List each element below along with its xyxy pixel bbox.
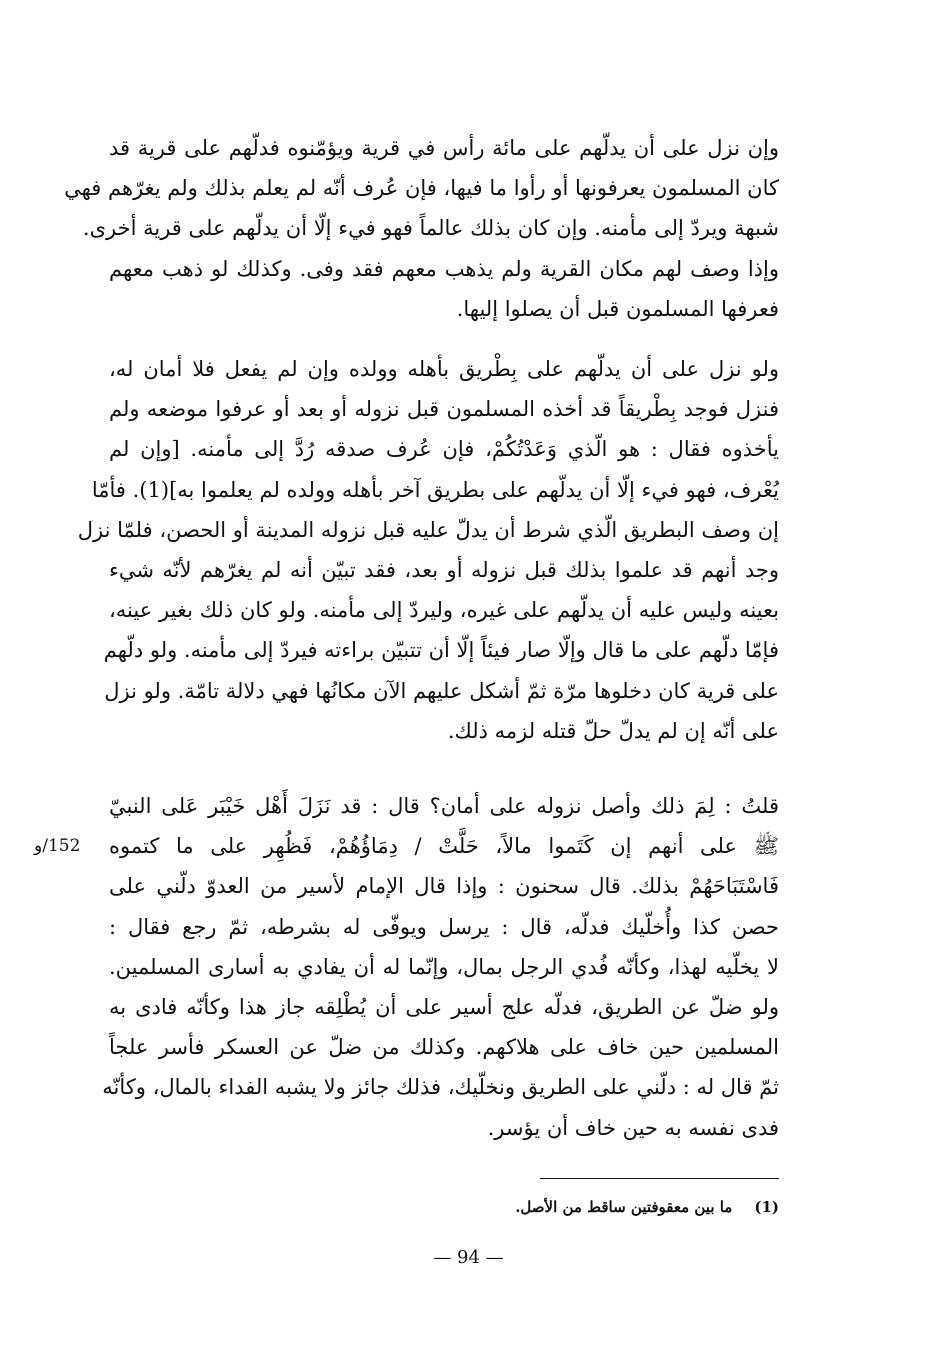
footnote-separator <box>540 1178 779 1179</box>
text-line: فنزل فوجد بِطْريقاً قد أخذه المسلمون قبل نزوله أو بعد أو عرفوا موضعه ولم <box>109 397 779 422</box>
text-line: حصن كذا وأُخلّيك فدلّه، قال : يرسل ويوفّى له بشرطه، ثمّ رجع فقال : <box>109 914 779 939</box>
text-line: يأخذوه فقال : هو الّذي وَعَدْتُكُمْ، فإن عُرف صدقه رُدَّ إلى مأمنه. [وإن لم <box>109 437 779 462</box>
text-line: شبهة ويردّ إلى مأمنه. وإن كان بذلك عالماً فهو فيء إلّا أن يدلّهم على قرية أخرى. <box>82 216 779 241</box>
footnote-text: ما بين معقوفتين ساقط من الأصل. <box>515 1198 733 1216</box>
text-line: إن وصف البطريق الّذي شرط أن يدلّ عليه قبل نزوله المدينة أو الحصن، فلمّا نزل <box>77 517 779 542</box>
text-line: قلتُ : لِمَ ذلك وأصل نزوله على أمان؟ قال : قد نَزَلَ أَهْل خَيْبَر عَلى النبيّ <box>109 794 779 818</box>
text-line: فعرفها المسلمون قبل أن يصلوا إليها. <box>456 296 779 321</box>
text-line: وإن نزل على أن يدلّهم على مائة رأس في قرية ويؤمّنوه فدلّهم على قرية قد <box>109 136 779 160</box>
text-line: على أنّه إن لم يدلّ حلّ قتله لزمه ذلك. <box>447 718 779 743</box>
text-line: ثمّ قال له : دلّني على الطريق ونخلّيك، فذلك جائز ولا يشبه الفداء بالمال، وكأنّه <box>102 1075 779 1100</box>
text-line: ولو نزل على أن يدلّهم على بِطْريق بأهله وولده وإن لم يفعل فلا أمان له، <box>109 357 779 381</box>
paragraph-1 <box>64 128 779 329</box>
paragraph-2 <box>77 349 779 751</box>
text-line: بعينه وليس عليه أن يدلّهم على غيره، وليردّ إلى مأمنه. ولو كان ذلك بغير عينه، <box>109 598 779 623</box>
text-line: فَاسْتَبَاحَهُمْ بذلك. قال سحنون : وإذا قال الإمام لأسير من العدوّ دلّني على <box>109 874 779 899</box>
text-line: لا يخلّيه لهذا، وكأنّه فُدي الرجل بمال، وإنّما له أن يفادي به أسارى المسلمين. <box>109 954 779 979</box>
paragraph-3 <box>102 786 779 1148</box>
text-line: كان المسلمون يعرفونها أو رأوا ما فيها، فإن عُرف أنّه لم يعلم بذلك ولم يغرّهم فهي <box>64 176 779 201</box>
text-line: وجد أنهم قد علموا بذلك قبل نزوله أو بعد، فقد تبيّن أنه لم يغرّهم لأنّه شيء <box>109 557 779 582</box>
footnote <box>379 1192 779 1222</box>
text-line: فدى نفسه به حين خاف أن يؤسر. <box>487 1115 779 1140</box>
manuscript-folio-note: 152/و <box>34 836 81 856</box>
text-line: ولو ضلّ عن الطريق، فدلّه علج أسير على أن يُطْلِقه جاز هذا وكأنّه فادى به <box>109 994 779 1019</box>
footnote-number: (1) <box>754 1198 779 1216</box>
text-line: وإذا وصف لهم مكان القرية ولم يذهب معهم فقد وفى. وكذلك لو ذهب معهم <box>109 256 779 281</box>
text-line: فإمّا دلّهم على ما قال وإلّا صار فيئاً إلّا أن تتبيّن براءته فيردّ إلى مأمنه. ولو دلّهم <box>103 638 779 663</box>
text-line: المسلمين حين خاف على هلاكهم. وكذلك من ضلّ عن العسكر فأسر علجاً <box>109 1035 779 1060</box>
page-number: — 94 — <box>433 1247 504 1268</box>
text-line: يُعْرف، فهو فيء إلّا أن يدلّهم على بطريق آخر بأهله وولده لم يعلموا به](1). فأمّا <box>91 477 779 502</box>
text-line: على قرية كان دخلوها مرّة ثمّ أشكل عليهم الآن مكانُها فهي دلالة تامّة. ولو نزل <box>104 678 779 703</box>
text-line: ﷺ على أنهم إن كَتَموا مالاً، حَلَّتْ / دِمَاؤُهُمْ، فَظُهِر على ما كتموه <box>109 834 779 859</box>
